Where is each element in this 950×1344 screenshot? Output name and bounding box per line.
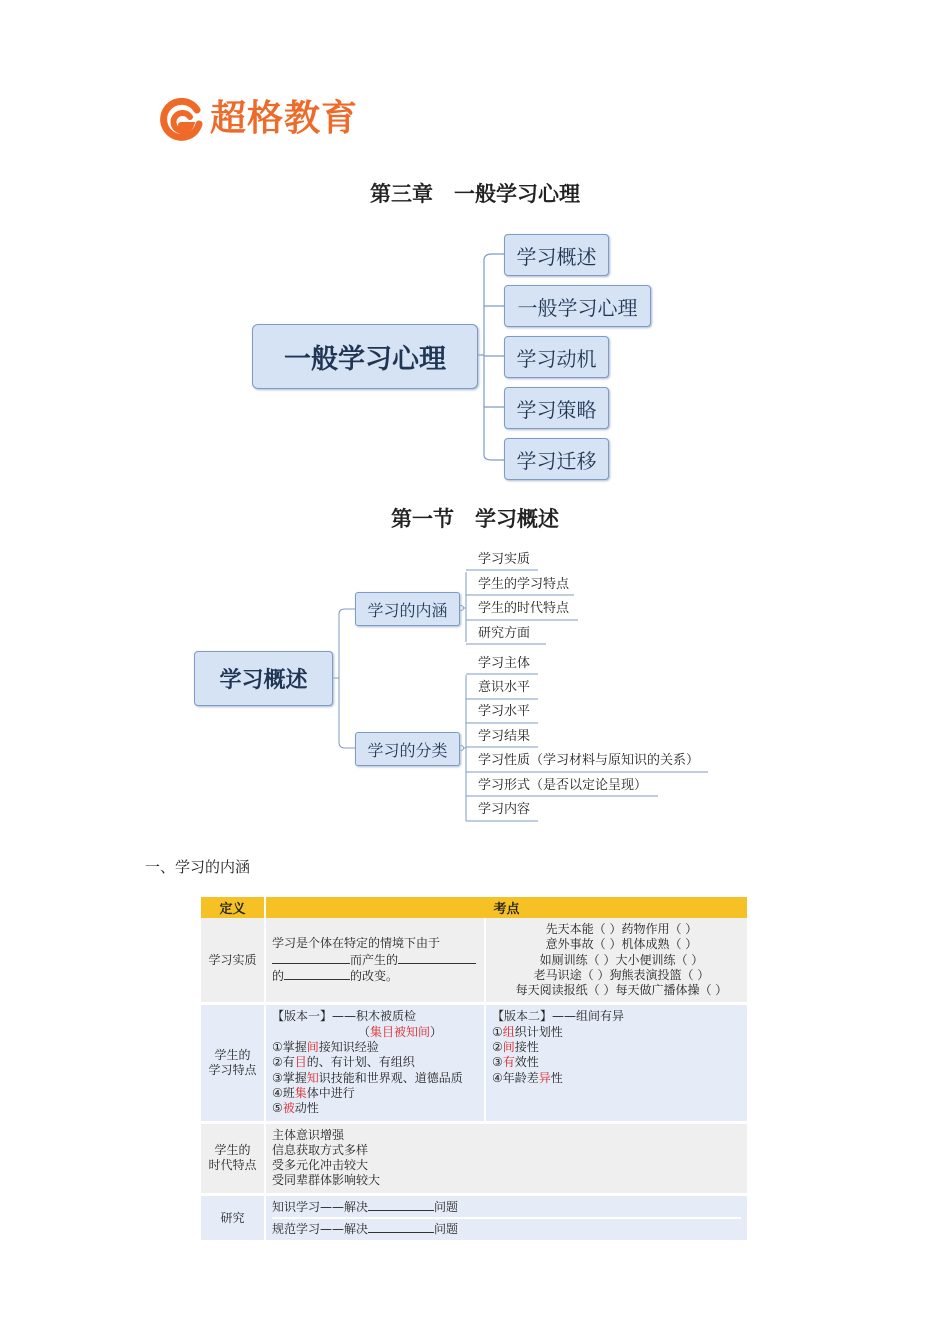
row-label: 学生的 时代特点 (201, 1122, 265, 1194)
logo-text: 超格教育 (210, 98, 359, 139)
chapter-title: 第三章 一般学习心理 (370, 182, 580, 206)
era-traits (265, 1122, 747, 1194)
table-row (201, 1122, 747, 1194)
list-item: ②间接性 (492, 1040, 539, 1055)
mindmap2-leaf: 学习水平 (478, 704, 531, 719)
mindmap2-leaf: 学习内容 (478, 802, 531, 817)
list-item: ④班集体中进行 (272, 1085, 355, 1100)
fill-blank (368, 1221, 434, 1233)
mindmap1-node-4: 学习策略 (504, 387, 609, 429)
mindmap2-branch-2: 学习的分类 (355, 732, 460, 766)
fill-blank (284, 968, 350, 980)
mindmap1-node-1: 学习概述 (504, 234, 609, 276)
section-title: 第一节 学习概述 (391, 507, 559, 531)
version-two: 【版本二】——组间有异 ①组织计划性 ②间接性 ③有效性 ④年龄差异性 (485, 1004, 747, 1122)
list-item: 受同辈群体影响较大 (272, 1173, 381, 1188)
example-pair: 先天本能（ ）药物作用（ ） (545, 922, 698, 936)
version-one: 【版本一】——积木被质检 （集目被知间） ①掌握间接知识经验 ②有目的、有计划、有组织 ③掌握知识技能和世界观、道德品质 ④班集体中进行 ⑤被动性 (265, 1004, 485, 1122)
list-item: 信息获取方式多样 (272, 1142, 369, 1157)
learning-connotation-table (201, 897, 747, 1240)
list-item: ①组织计划性 (492, 1024, 563, 1039)
fill-blank (398, 952, 476, 964)
table-header-key-points: 考点 (265, 897, 747, 918)
table-row (201, 1194, 747, 1240)
list-item: ③有效性 (492, 1055, 539, 1070)
fill-blank (368, 1199, 434, 1211)
research-aspects (265, 1194, 747, 1240)
list-item: 规范学习——解决 问题 (272, 1222, 459, 1237)
list-item: 知识学习——解决 问题 (272, 1197, 741, 1219)
mindmap1-node-5: 学习迁移 (504, 438, 609, 480)
example-pair: 意外事故（ ）机体成熟（ ） (545, 937, 698, 952)
mindmap2-root: 学习概述 (194, 651, 333, 706)
list-item: ③掌握知识技能和世界观、道德品质 (272, 1070, 463, 1085)
mindmap1-node-2: 一般学习心理 (504, 285, 651, 327)
mindmap2-leaf: 学习结果 (478, 729, 531, 744)
mindmap2-leaf: 学习实质 (478, 552, 531, 567)
list-item: ⑤被动性 (272, 1101, 319, 1116)
fill-blank (272, 952, 350, 964)
example-pair: 老马识途（ ）狗熊表演投篮（ ） (533, 967, 710, 982)
list-item: ①掌握间接知识经验 (272, 1040, 379, 1055)
mindmap2-leaf: 学习主体 (478, 656, 531, 671)
list-item: 受多元化冲击较大 (272, 1158, 369, 1173)
row-label: 研究 (201, 1194, 265, 1240)
essence-examples (485, 918, 747, 1004)
table-header-definition: 定义 (201, 897, 265, 918)
mindmap1-node-3: 学习动机 (504, 336, 609, 378)
mindmap2-branch-1: 学习的内涵 (355, 592, 460, 626)
mindmap1-root: 一般学习心理 (252, 324, 478, 389)
table-row (201, 918, 747, 1004)
row-label: 学习实质 (201, 918, 265, 1004)
mindmap2-leaf: 意识水平 (478, 680, 531, 695)
essence-definition: 学习是个体在特定的情境下由于 而产生的 的 的改变。 (265, 918, 485, 1004)
example-pair: 每天阅读报纸（ ）每天做广播体操（ ） (515, 983, 728, 998)
list-item: 主体意识增强 (272, 1127, 345, 1142)
list-item: ②有目的、有计划、有组织 (272, 1055, 415, 1070)
mindmap2-leaf: 学习形式（是否以定论呈现） (478, 778, 648, 793)
mindmap2-leaf: 研究方面 (478, 626, 531, 641)
mindmap2-leaf: 学生的时代特点 (478, 601, 570, 616)
list-item: ④年龄差异性 (492, 1070, 563, 1085)
mindmap2-leaf: 学习性质（学习材料与原知识的关系） (478, 753, 700, 768)
example-pair: 如厕训练（ ）大小便训练（ ） (539, 952, 704, 967)
table-row (201, 1004, 747, 1122)
row-label: 学生的 学习特点 (201, 1004, 265, 1122)
heading-learning-connotation: 一、学习的内涵 (145, 858, 251, 876)
mindmap2-leaf: 学生的学习特点 (478, 577, 570, 592)
